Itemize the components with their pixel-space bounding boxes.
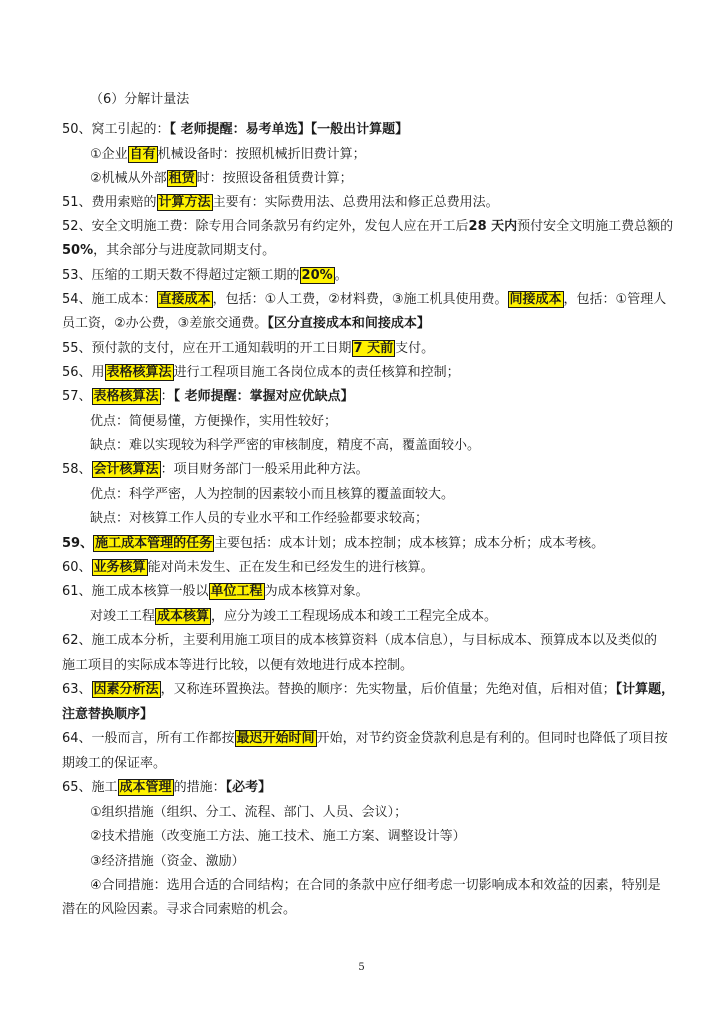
text-line xyxy=(90,878,690,894)
text-run: 缺点：对核算工作人员的专业水平和工作经验都要求较高； xyxy=(90,511,429,526)
text-line xyxy=(90,147,690,163)
text-run: 58、 xyxy=(62,462,92,477)
text-run: ，包括：①人工费，②材料费，③施工机具使用费。 xyxy=(212,292,508,307)
bold-text: 【计算题， xyxy=(615,682,675,697)
text-line xyxy=(90,805,690,821)
text-line xyxy=(62,389,662,405)
text-line xyxy=(90,438,690,454)
text-run: ，又称连环置换法。替换的顺序：先实物量，后价值量；先绝对值，后相对值； xyxy=(160,682,616,697)
text-line xyxy=(90,171,690,187)
text-run: 主要有：实际费用法、总费用法和修正总费用法。 xyxy=(212,195,499,210)
text-line xyxy=(90,92,690,108)
text-run: 进行工程项目施工各岗位成本的责任核算和控制； xyxy=(173,365,460,380)
text-run: ，应分为竣工工程现场成本和竣工工程完全成本。 xyxy=(211,609,498,624)
text-run: 潜在的风险因素。寻求合同索赔的机会。 xyxy=(62,902,297,917)
highlighted-term: 成本管理 xyxy=(119,780,172,795)
text-run: 65、施工 xyxy=(62,780,118,795)
text-line xyxy=(62,292,667,308)
text-line xyxy=(90,829,690,845)
highlighted-term: 间接成本 xyxy=(509,292,562,307)
bold-text: 【区分直接成本和间接成本】 xyxy=(267,316,430,331)
highlighted-term: 计算方法 xyxy=(158,195,211,210)
bold-text: 28 天内 xyxy=(468,219,518,234)
highlighted-term: 租赁 xyxy=(168,171,195,186)
text-run: 支付。 xyxy=(395,341,435,356)
text-run: （6）分解计量法 xyxy=(90,92,190,107)
bold-text: 【 老师提醒：掌握对应优缺点】 xyxy=(173,389,354,404)
text-run: ： xyxy=(160,389,174,404)
text-line xyxy=(62,780,662,796)
text-line xyxy=(62,462,662,478)
highlighted-term: 业务核算 xyxy=(93,560,146,575)
text-line xyxy=(90,511,690,527)
text-line xyxy=(62,243,662,259)
highlighted-term: 单位工程 xyxy=(210,584,263,599)
page-number: 5 xyxy=(358,962,365,973)
text-line xyxy=(62,707,662,723)
text-run: 对竣工工程 xyxy=(90,609,156,624)
highlighted-term: 因素分析法 xyxy=(93,682,159,697)
text-run: ②机械从外部 xyxy=(90,171,167,186)
highlighted-term: 成本核算 xyxy=(157,609,210,624)
text-run: 51、费用索赔的 xyxy=(62,195,157,210)
text-line xyxy=(62,316,662,332)
highlighted-term: 表格核算法 xyxy=(93,389,159,404)
text-run: 开始，对节约资金贷款利息是有利的。但同时也降低了项目按 xyxy=(316,731,668,746)
text-run: 62、施工成本分析，主要利用施工项目的成本核算资料（成本信息），与目标成本、预算成本以及类似的 xyxy=(62,633,658,648)
text-line xyxy=(62,195,662,211)
text-line xyxy=(90,487,690,503)
text-run: 56、用 xyxy=(62,365,105,380)
highlighted-term: 最迟开始时间 xyxy=(236,731,315,746)
text-run: 预付安全文明施工费总额的 xyxy=(517,219,674,234)
text-run: ③经济措施（资金、激励） xyxy=(90,854,245,869)
text-run: 期竣工的保证率。 xyxy=(62,756,167,771)
text-run: 缺点：难以实现较为科学严密的审核制度，精度不高，覆盖面较小。 xyxy=(90,438,481,453)
text-run: ：项目财务部门一般采用此种方法。 xyxy=(160,462,369,477)
text-run: 61、施工成本核算一般以 xyxy=(62,584,209,599)
bold-text: 注意替换顺序】 xyxy=(62,707,154,722)
text-line xyxy=(62,658,662,674)
text-line xyxy=(62,536,662,552)
text-line xyxy=(90,414,690,430)
text-line xyxy=(62,268,662,284)
text-run: 52、安全文明施工费：除专用合同条款另有约定外，发包人应在开工后 xyxy=(62,219,469,234)
text-run: 53、压缩的工期天数不得超过定额工期的 xyxy=(62,268,300,283)
bold-text: 【必考】 xyxy=(225,780,272,795)
text-line xyxy=(62,756,662,772)
text-run: 时：按照设备租赁费计算； xyxy=(196,171,353,186)
text-run: ①企业 xyxy=(90,147,128,162)
text-run: 。 xyxy=(334,268,348,283)
text-run: 主要包括：成本计划；成本控制；成本核算；成本分析；成本考核。 xyxy=(214,536,605,551)
text-line xyxy=(62,365,662,381)
text-run: 的措施： xyxy=(173,780,226,795)
highlighted-term: 直接成本 xyxy=(158,292,211,307)
text-run: 57、 xyxy=(62,389,92,404)
text-line xyxy=(62,122,662,138)
highlighted-term: 会计核算法 xyxy=(93,462,159,477)
text-run: ④合同措施：选用合适的合同结构；在合同的条款中应仔细考虑一切影响成本和效益的因素，特别是 xyxy=(90,878,661,893)
text-run: 优点：科学严密，人为控制的因素较小而且核算的覆盖面较大。 xyxy=(90,487,455,502)
highlighted-term: 20% xyxy=(301,268,333,283)
text-run: 55、预付款的支付，应在开工通知载明的开工日期 xyxy=(62,341,352,356)
text-line xyxy=(62,682,675,698)
text-run: 63、 xyxy=(62,682,92,697)
text-line xyxy=(62,902,662,918)
text-run: 64、一般而言，所有工作都按 xyxy=(62,731,235,746)
text-run: 60、 xyxy=(62,560,92,575)
text-line xyxy=(62,633,662,649)
text-run: 50、窝工引起的： xyxy=(62,122,170,137)
highlighted-term: 7 天前 xyxy=(353,341,394,356)
text-line xyxy=(62,731,668,747)
bold-text: 【 老师提醒：易考单选】【一般出计算题】 xyxy=(169,122,409,137)
bold-text: 50% xyxy=(62,243,94,258)
text-line xyxy=(62,584,662,600)
text-run: 机械设备时：按照机械折旧费计算； xyxy=(157,147,366,162)
text-run: 施工项目的实际成本等进行比较，以便有效地进行成本控制。 xyxy=(62,658,414,673)
text-run: ①组织措施（组织、分工、流程、部门、人员、会议）； xyxy=(90,805,408,820)
text-line xyxy=(90,609,690,625)
text-run: ，其余部分与进度款同期支付。 xyxy=(93,243,276,258)
text-run: 优点：简便易懂，方便操作，实用性较好； xyxy=(90,414,338,429)
text-run: 能对尚未发生、正在发生和已经发生的进行核算。 xyxy=(147,560,434,575)
text-run: 54、施工成本： xyxy=(62,292,157,307)
text-run: 员工资，②办公费，③差旅交通费。 xyxy=(62,316,268,331)
text-run: ②技术措施（改变施工方法、施工技术、施工方案、调整设计等） xyxy=(90,829,466,844)
text-run: 为成本核算对象。 xyxy=(264,584,369,599)
highlighted-term: 表格核算法 xyxy=(106,365,172,380)
text-line xyxy=(62,219,674,235)
bold-text: 59、 xyxy=(62,536,94,551)
text-line xyxy=(62,560,662,576)
highlighted-term: 施工成本管理的任务 xyxy=(95,536,213,551)
highlighted-term: 自有 xyxy=(129,147,156,162)
text-line xyxy=(90,854,690,870)
text-line xyxy=(62,341,662,357)
text-run: ，包括：①管理人 xyxy=(563,292,667,307)
